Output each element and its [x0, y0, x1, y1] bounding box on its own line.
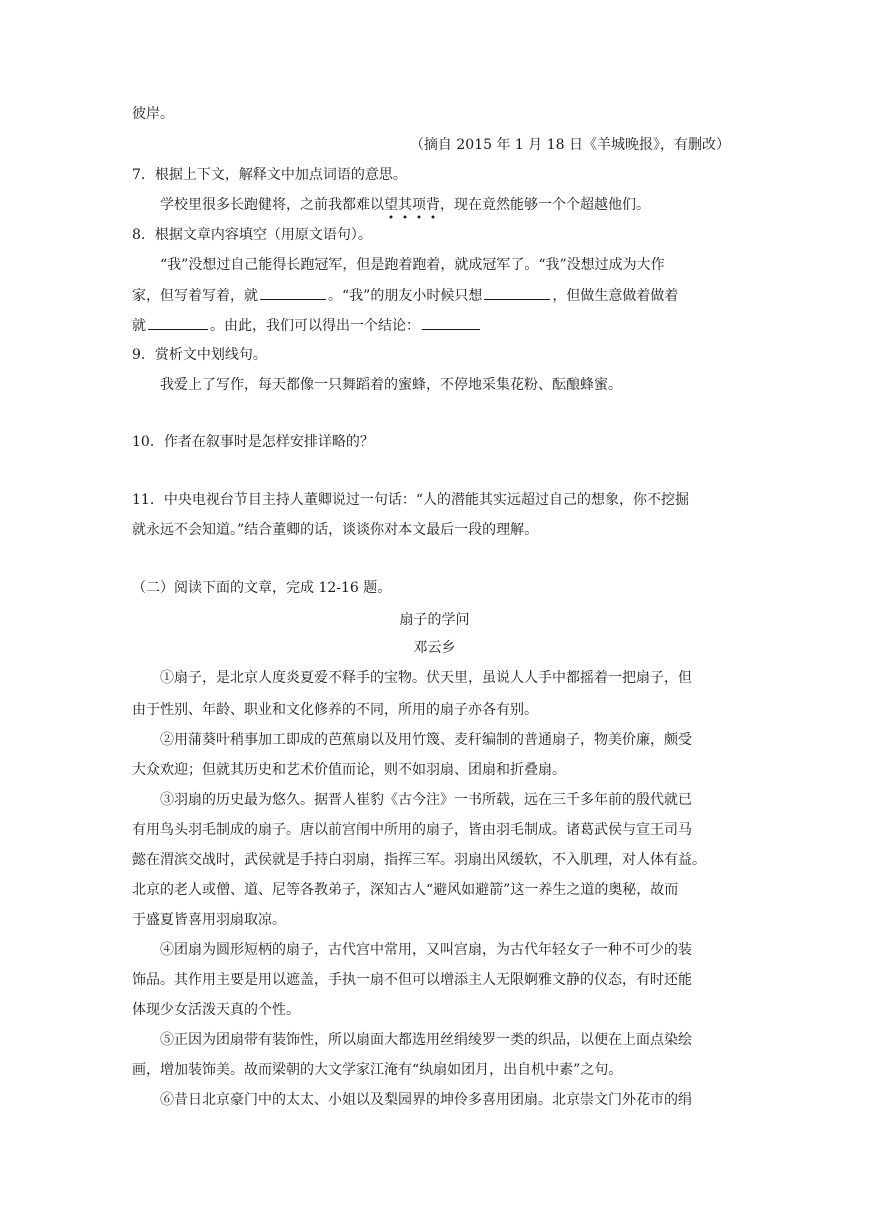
question-9-sentence: 我爱上了写作，每天都像一只舞蹈着的蜜蜂，不停地采集花粉、酝酿蜂蜜。 — [160, 377, 622, 393]
paragraph-3-line: 有用鸟头羽毛制成的扇子。唐以前宫闱中所用的扇子，皆由羽毛制成。诸葛武侯与宣王司马 — [132, 822, 692, 838]
answer-blank[interactable] — [484, 285, 550, 300]
question-8-line-2 — [132, 285, 678, 306]
paragraph-6-line: ⑥昔日北京豪门中的太太、小姐以及梨园界的坤伶多喜用团扇。北京崇文门外花市的绢 — [160, 1092, 692, 1108]
paragraph-3-line: 于盛夏皆喜用羽扇取凉。 — [132, 912, 286, 928]
paragraph-4-line: ④团扇为圆形短柄的扇子，古代宫中常用，又叫宫扇，为古代年轻女子一种不可少的装 — [160, 942, 692, 958]
paragraph-4-line: 饰品。其作用主要是用以遮盖，手执一扇不但可以增添主人无限婀雅文静的仪态，有时还能 — [132, 972, 692, 988]
question-8-line-3 — [132, 315, 482, 336]
question-7: 7．根据上下文，解释文中加点词语的意思。 — [132, 167, 407, 183]
question-10: 10．作者在叙事时是怎样安排详略的？ — [132, 434, 374, 450]
text-segment: ，但做生意做着做着 — [552, 288, 679, 304]
paragraph-3-line: 懿在渭滨交战时，武侯就是手持白羽扇，指挥三军。羽扇出风缓软，不入肌理，对人体有益。 — [132, 852, 706, 868]
text-line: 彼岸。 — [132, 106, 174, 122]
paragraph-1-line: ①扇子，是北京人度炎夏爱不释手的宝物。伏天里，虽说人人手中都摇着一把扇子，但 — [160, 670, 692, 686]
question-11-line-2: 就永远不会知道。”结合董卿的话，谈谈你对本文最后一段的理解。 — [132, 522, 539, 538]
text-segment: ，现在竟然能够一个个超越他们。 — [440, 197, 650, 213]
text-segment: 家，但写着写着，就 — [132, 288, 258, 304]
paragraph-4-line: 体现少女活泼天真的个性。 — [132, 1002, 300, 1018]
text-segment: 学校里很多长跑健将，之前我都难以 — [160, 197, 384, 213]
answer-blank[interactable] — [148, 315, 208, 330]
paragraph-2-line: ②用蒲葵叶稍事加工即成的芭蕉扇以及用竹篾、麦秆编制的普通扇子，物美价廉，颇受 — [160, 732, 692, 748]
paragraph-5-line: 画，增加装饰美。故而梁朝的大文学家江淹有“纨扇如团月，出自机中素”之句。 — [132, 1062, 623, 1078]
text-segment: 就 — [132, 318, 146, 334]
question-9: 9．赏析文中划线句。 — [132, 347, 267, 363]
article-title: 扇子的学问 — [399, 612, 470, 628]
answer-blank[interactable] — [260, 285, 326, 300]
paragraph-2-line: 大众欢迎；但就其历史和艺术价值而论，则不如羽扇、团扇和折叠扇。 — [132, 762, 566, 778]
text-segment: 。由此，我们可以得出一个结论： — [210, 318, 420, 334]
question-8-line-1: “我”没想过自己能得长跑冠军，但是跑着跑着，就成冠军了。“我”没想过成为大作 — [160, 257, 665, 273]
source-citation: （摘自 2015 年 1 月 18 日《羊城晚报》，有删改） — [409, 137, 730, 153]
paragraph-3-line: 北京的老人或僧、道、尼等各教弟子，深知古人“避风如避箭”这一养生之道的奥秘，故而 — [132, 882, 679, 898]
text-segment: 。“我”的朋友小时候只想 — [328, 288, 483, 304]
question-11-line-1: 11．中央电视台节目主持人董卿说过一句话：“人的潜能其实远超过自己的想象，你不挖掘 — [132, 492, 689, 508]
paragraph-5-line: ⑤正因为团扇带有装饰性，所以扇面大都选用丝绢绫罗一类的织品，以便在上面点染绘 — [160, 1032, 692, 1048]
article-author: 邓云乡 — [413, 640, 456, 656]
section-2-heading: （二）阅读下面的文章，完成 12-16 题。 — [132, 580, 392, 596]
question-7-sentence — [160, 195, 650, 215]
paragraph-3-line: ③羽扇的历史最为悠久。据晋人崔豹《古今注》一书所载，远在三千多年前的殷代就已 — [160, 792, 692, 808]
question-8: 8．根据文章内容填空（用原文语句）。 — [132, 227, 372, 243]
dotted-phrase: 望其项背 — [384, 197, 440, 213]
answer-blank[interactable] — [422, 315, 480, 330]
paragraph-1-line: 由于性别、年龄、职业和文化修养的不同，所用的扇子亦各有别。 — [132, 702, 538, 718]
